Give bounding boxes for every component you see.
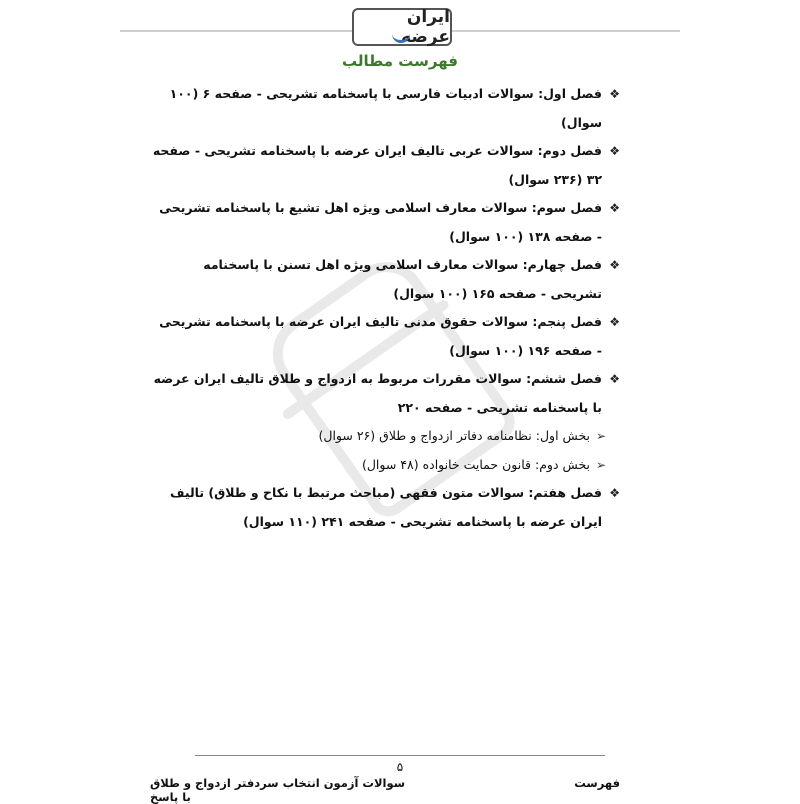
toc-item-text: فصل سوم: سوالات معارف اسلامی ویژه اهل تشیع با پاسخنامه تشریحی - صفحه ۱۳۸ (۱۰۰ سوال) — [159, 200, 602, 244]
toc-subitem-text: بخش اول: نظامنامه دفاتر ازدواج و طلاق (۲۶ سوال) — [318, 428, 590, 443]
toc-item-2[interactable] — [150, 137, 620, 194]
bullet-icon: ❖ — [609, 486, 620, 500]
bullet-icon: ❖ — [609, 372, 620, 386]
logo — [352, 8, 452, 46]
toc-item-1[interactable] — [150, 80, 620, 137]
toc-item-text: فصل هفتم: سوالات متون فقهی (مباحث مرتبط با نکاح و طلاق) تالیف ایران عرضه با پاسخنامه تشریحی - صفحه ۲۴۱ (۱۱۰ سوال) — [169, 485, 602, 529]
toc-subitem-2[interactable] — [150, 451, 620, 480]
bullet-icon: ❖ — [609, 201, 620, 215]
bullet-icon: ❖ — [609, 87, 620, 101]
toc-title: فهرست مطالب — [342, 52, 458, 70]
toc-item-text: فصل ششم: سوالات مقررات مربوط به ازدواج و طلاق تالیف ایران عرضه با پاسخنامه تشریحی - صفحه ۲۲۰ — [153, 371, 602, 415]
toc-item-4[interactable] — [150, 251, 620, 308]
toc-item-text: فصل دوم: سوالات عربی تالیف ایران عرضه با پاسخنامه تشریحی - صفحه ۳۲ (۲۳۶ سوال) — [152, 143, 602, 187]
toc-item-text: فصل چهارم: سوالات معارف اسلامی ویژه اهل تسنن با پاسخنامه تشریحی - صفحه ۱۶۵ (۱۰۰ سوال) — [203, 257, 602, 301]
page-number: ۵ — [396, 760, 404, 774]
toc-item-text: فصل پنجم: سوالات حقوق مدنی تالیف ایران عرضه با پاسخنامه تشریحی - صفحه ۱۹۶ (۱۰۰ سوال) — [159, 314, 602, 358]
table-of-contents — [150, 80, 620, 536]
toc-subitem-text: بخش دوم: قانون حمایت خانواده (۴۸ سوال) — [361, 456, 590, 472]
footer-book-title: سوالات آزمون انتخاب سردفتر ازدواج و طلاق با پاسخ — [150, 776, 406, 804]
toc-item-5[interactable] — [150, 308, 620, 365]
toc-item-3[interactable] — [150, 194, 620, 251]
bullet-icon: ❖ — [609, 144, 620, 158]
toc-item-7[interactable] — [150, 479, 620, 536]
arrow-icon: ➢ — [595, 429, 606, 443]
toc-subitem-1[interactable] — [150, 422, 620, 451]
toc-item-text: فصل اول: سوالات ادبیات فارسی با پاسخنامه تشریحی - صفحه ۶ (۱۰۰ سوال) — [169, 86, 602, 130]
arrow-icon: ➢ — [595, 457, 606, 472]
logo-text: ایران عرضه — [401, 7, 450, 47]
footer-divider — [195, 755, 605, 756]
footer-section: فهرست — [574, 776, 620, 790]
toc-item-6[interactable] — [150, 365, 620, 422]
bullet-icon: ❖ — [609, 258, 620, 272]
bullet-icon: ❖ — [609, 315, 620, 329]
